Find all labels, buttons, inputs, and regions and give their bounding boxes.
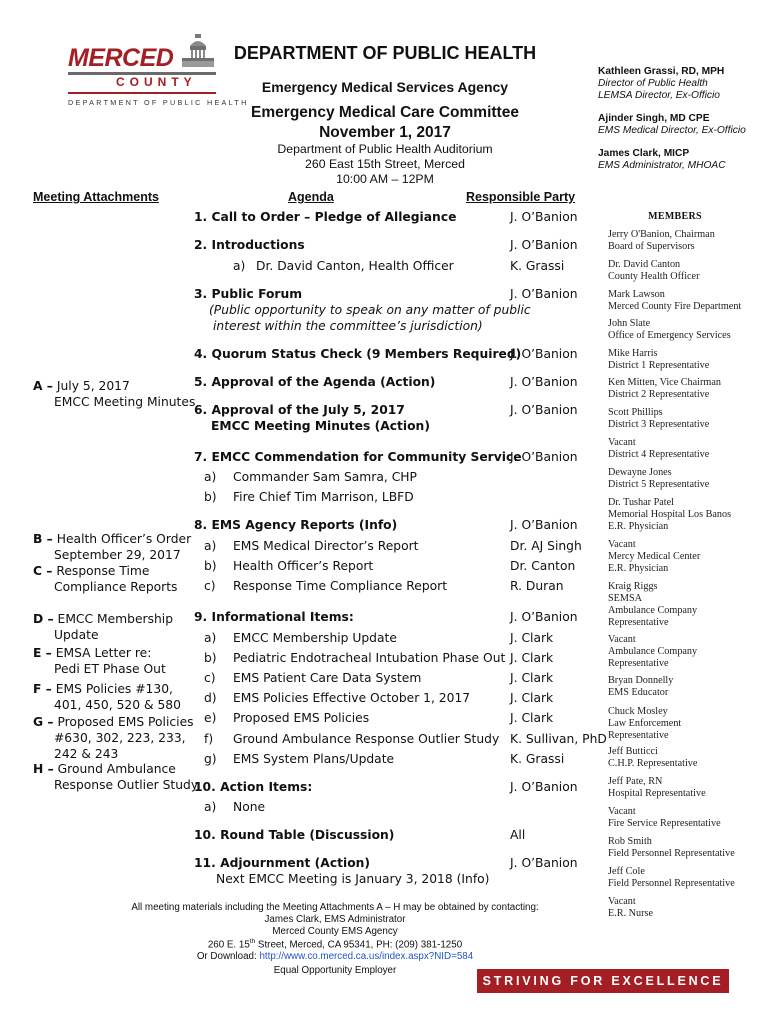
- staff-role: LEMSA Director, Ex-Officio: [598, 90, 720, 101]
- sub-item: Response Time Compliance Report: [233, 579, 448, 593]
- sub-item-letter: e): [204, 711, 217, 725]
- committee-name: Emergency Medical Care Committee: [251, 104, 519, 121]
- footer-address: 260 E. 15th Street, Merced, CA 95341, PH: (209) 381-1250: [207, 938, 463, 951]
- agenda-item-cont: EMCC Meeting Minutes (Action): [211, 419, 430, 433]
- logo-merced-text: MERCED: [68, 44, 174, 72]
- attachment-label: B – Health Officer’s Order: [33, 532, 192, 546]
- staff-role: Director of Public Health: [598, 78, 708, 89]
- attachment-label: 242 & 243: [54, 747, 119, 761]
- member-entry: Ken Mitten, Vice Chairman District 2 Representative: [608, 377, 721, 400]
- agenda-item: 5. Approval of the Agenda (Action): [194, 375, 436, 389]
- meeting-location: Department of Public Health Auditorium: [277, 142, 493, 156]
- sub-item-letter: b): [204, 559, 217, 573]
- responsible-party: Dr. AJ Singh: [510, 539, 582, 553]
- responsible-party: J. O’Banion: [510, 287, 578, 301]
- footer-eoe: Equal Opportunity Employer: [273, 965, 397, 976]
- member-entry: Vacant Ambulance Company Representative: [608, 634, 698, 669]
- agenda-item: 7. EMCC Commendation for Community Service: [194, 450, 522, 464]
- sub-item: Health Officer’s Report: [233, 559, 374, 573]
- members-heading: MEMBERS: [648, 211, 702, 222]
- responsible-party: K. Grassi: [510, 259, 565, 273]
- agenda-note: interest within the committee’s jurisdiction): [213, 319, 483, 333]
- sub-item-letter: a): [204, 631, 217, 645]
- attachment-label: H – Ground Ambulance: [33, 762, 176, 776]
- member-entry: Jeff Pate, RN Hospital Representative: [608, 776, 706, 799]
- logo-county-text: COUNTY: [116, 75, 197, 89]
- agenda-item: 4. Quorum Status Check (9 Members Required): [194, 347, 522, 361]
- member-entry: Dewayne Jones District 5 Representative: [608, 467, 710, 490]
- agenda-item: 9. Informational Items:: [194, 610, 354, 624]
- responsible-party: R. Duran: [510, 579, 564, 593]
- responsible-party: J. Clark: [510, 711, 554, 725]
- member-entry: Rob Smith Field Personnel Representative: [608, 836, 735, 859]
- agenda-item: 6. Approval of the July 5, 2017: [194, 403, 405, 417]
- attachment-label: September 29, 2017: [54, 548, 181, 562]
- download-link[interactable]: http://www.co.merced.ca.us/index.aspx?NID=584: [259, 951, 474, 962]
- agenda-item: 8. EMS Agency Reports (Info): [194, 518, 398, 532]
- attachment-label: D – EMCC Membership: [33, 612, 174, 626]
- attachment-label: Pedi ET Phase Out: [54, 662, 166, 676]
- member-entry: Bryan Donnelly EMS Educator: [608, 675, 674, 698]
- agenda-item: 3. Public Forum: [194, 287, 303, 301]
- sub-item-letter: b): [204, 651, 217, 665]
- meeting-time: 10:00 AM – 12PM: [336, 172, 434, 186]
- staff-name: James Clark, MICP: [598, 148, 690, 159]
- attachments-heading: Meeting Attachments: [33, 190, 159, 204]
- responsible-party: J. O’Banion: [510, 518, 578, 532]
- agency-name: Emergency Medical Services Agency: [261, 79, 509, 95]
- member-entry: Dr. David Canton County Health Officer: [608, 259, 700, 282]
- page-title: DEPARTMENT OF PUBLIC HEALTH: [233, 43, 537, 63]
- member-entry: Chuck Mosley Law Enforcement Representative: [608, 706, 682, 741]
- meeting-address: 260 East 15th Street, Merced: [305, 157, 465, 171]
- sub-item: Ground Ambulance Response Outlier Study: [233, 732, 500, 746]
- sub-item-letter: c): [204, 671, 216, 685]
- member-entry: Jeff Cole Field Personnel Representative: [608, 866, 735, 889]
- responsible-party: K. Sullivan, PhD: [510, 732, 607, 746]
- footer-contact-name: James Clark, EMS Administrator: [264, 914, 406, 925]
- sub-item: Commander Sam Samra, CHP: [233, 470, 417, 484]
- agenda-heading: Agenda: [288, 190, 334, 204]
- responsible-party: J. O’Banion: [510, 347, 578, 361]
- agenda-note: (Public opportunity to speak on any matter of public: [209, 303, 531, 317]
- sub-item-letter: d): [204, 691, 217, 705]
- responsible-party: J. Clark: [510, 671, 554, 685]
- agenda-item: 10. Round Table (Discussion): [194, 828, 395, 842]
- member-entry: John Slate Office of Emergency Services: [608, 318, 731, 341]
- sub-item: EMS System Plans/Update: [233, 752, 395, 766]
- logo-dept-text: DEPARTMENT OF PUBLIC HEALTH: [68, 98, 249, 107]
- logo-rule-2: [68, 92, 216, 94]
- meeting-date: November 1, 2017: [319, 124, 451, 141]
- sub-item: Dr. David Canton, Health Officer: [256, 259, 454, 273]
- agenda-item: 1. Call to Order – Pledge of Allegiance: [194, 210, 457, 224]
- agenda-item-cont: Next EMCC Meeting is January 3, 2018 (Info): [216, 872, 490, 886]
- sub-item: Proposed EMS Policies: [233, 711, 370, 725]
- responsible-party: J. O’Banion: [510, 610, 578, 624]
- responsible-party: J. O’Banion: [510, 780, 578, 794]
- responsible-party: J. O’Banion: [510, 450, 578, 464]
- agenda-item: 10. Action Items:: [194, 780, 313, 794]
- member-entry: Dr. Tushar Patel Memorial Hospital Los Banos E.R. Physician: [608, 497, 732, 532]
- sub-item: EMS Patient Care Data System: [233, 671, 422, 685]
- attachment-label: Compliance Reports: [54, 580, 178, 594]
- staff-name: Ajinder Singh, MD CPE: [598, 113, 710, 124]
- sub-item-letter: c): [204, 579, 216, 593]
- member-entry: Jerry O'Banion, Chairman Board of Supervisors: [608, 229, 715, 252]
- sub-item: EMS Policies Effective October 1, 2017: [233, 691, 471, 705]
- attachment-label: Update: [54, 628, 99, 642]
- member-entry: Jeff Butticci C.H.P. Representative: [608, 746, 698, 769]
- attachment-label: A – July 5, 2017: [33, 379, 130, 393]
- staff-name: Kathleen Grassi, RD, MPH: [598, 66, 725, 77]
- sub-item: Fire Chief Tim Marrison, LBFD: [233, 490, 414, 504]
- responsible-party: Dr. Canton: [510, 559, 576, 573]
- sub-item-letter: a): [204, 470, 217, 484]
- attachment-label: E – EMSA Letter re:: [33, 646, 152, 660]
- striving-banner: STRIVING FOR EXCELLENCE: [477, 969, 729, 993]
- sub-item-letter: b): [204, 490, 217, 504]
- footer-download: Or Download: http://www.co.merced.ca.us/index.aspx?NID=584: [196, 951, 474, 962]
- attachment-label: 401, 450, 520 & 580: [54, 698, 181, 712]
- sub-item-letter: a): [204, 539, 217, 553]
- attachment-label: Response Outlier Study: [54, 778, 199, 792]
- sub-item-letter: g): [204, 752, 217, 766]
- staff-role: EMS Administrator, MHOAC: [598, 160, 726, 171]
- responsible-party: All: [510, 828, 526, 842]
- responsible-party: K. Grassi: [510, 752, 565, 766]
- sub-item-letter: f): [204, 732, 214, 746]
- member-entry: Vacant District 4 Representative: [608, 437, 710, 460]
- attachment-label: #630, 302, 223, 233,: [54, 731, 186, 745]
- member-entry: Kraig Riggs SEMSA Ambulance Company Representative: [608, 581, 698, 628]
- attachment-label: EMCC Meeting Minutes: [54, 395, 196, 409]
- responsible-party: J. O’Banion: [510, 856, 578, 870]
- responsible-party: J. Clark: [510, 631, 554, 645]
- footer-agency: Merced County EMS Agency: [272, 926, 398, 937]
- sub-item: None: [233, 800, 266, 814]
- sub-item-letter: a): [204, 800, 217, 814]
- member-entry: Mike Harris District 1 Representative: [608, 348, 710, 371]
- member-entry: Vacant E.R. Nurse: [608, 896, 653, 919]
- responsible-party: J. O’Banion: [510, 403, 578, 417]
- attachment-label: C – Response Time: [33, 564, 150, 578]
- member-entry: Vacant Mercy Medical Center E.R. Physician: [608, 539, 701, 574]
- sub-item: EMS Medical Director’s Report: [233, 539, 419, 553]
- footer-contact-line: All meeting materials including the Meeting Attachments A – H may be obtained by contacting:: [131, 902, 539, 913]
- member-entry: Mark Lawson Merced County Fire Department: [608, 289, 742, 312]
- responsible-party: J. Clark: [510, 651, 554, 665]
- member-entry: Scott Phillips District 3 Representative: [608, 407, 710, 430]
- agenda-item: 2. Introductions: [194, 238, 305, 252]
- responsible-heading: Responsible Party: [466, 190, 576, 204]
- sub-item: Pediatric Endotracheal Intubation Phase Out: [233, 651, 506, 665]
- staff-role: EMS Medical Director, Ex-Officio: [598, 125, 746, 136]
- member-entry: Vacant Fire Service Representative: [608, 806, 721, 829]
- agenda-item: 11. Adjournment (Action): [194, 856, 371, 870]
- sub-item-letter: a): [233, 259, 246, 273]
- sub-item: EMCC Membership Update: [233, 631, 397, 645]
- responsible-party: J. Clark: [510, 691, 554, 705]
- county-logo: [58, 32, 249, 112]
- attachment-label: G – Proposed EMS Policies: [33, 715, 194, 729]
- responsible-party: J. O’Banion: [510, 375, 578, 389]
- responsible-party: J. O’Banion: [510, 210, 578, 224]
- attachment-label: F – EMS Policies #130,: [33, 682, 173, 696]
- responsible-party: J. O’Banion: [510, 238, 578, 252]
